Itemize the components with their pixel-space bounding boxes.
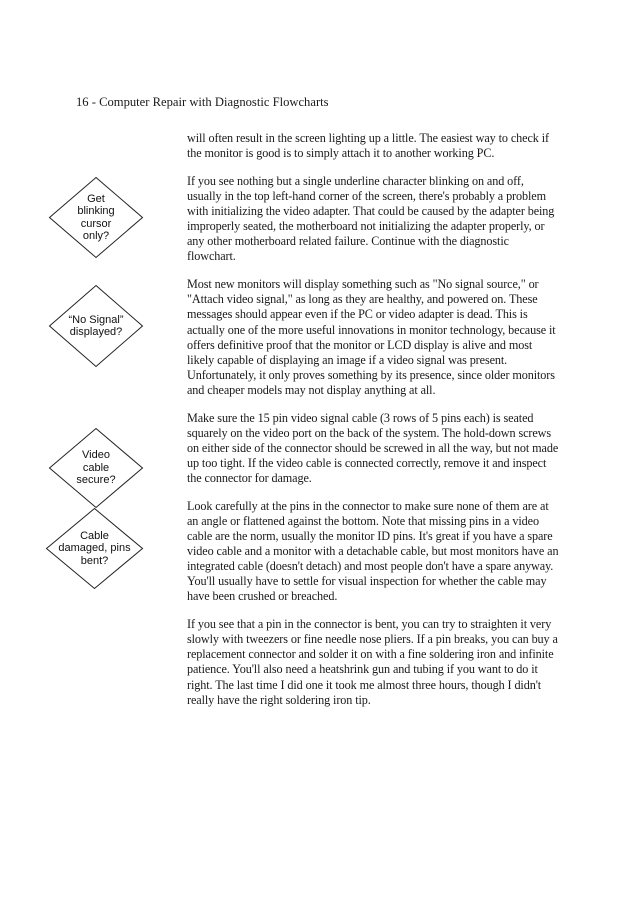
paragraph: will often result in the screen lighting up a little. The easiest way to check if the monitor is good is to simply attach it to another working PC.: [187, 131, 549, 161]
decision-no-signal: [49, 285, 143, 367]
page-header: 16 - Computer Repair with Diagnostic Flowcharts: [76, 95, 329, 109]
decision-label: “No Signal” displayed?: [68, 313, 124, 338]
paragraph: If you see nothing but a single underline character blinking on and off, usually in the top left-hand corner of the screen, there's probably a problem with initializing the video adapter. That could be caused by the adapter being improperly seated, the motherboard not initializing the adapter properly, or any other motherboard related failure. Continue with the diagnostic flowchart.: [187, 174, 555, 264]
decision-cable-damaged: [46, 508, 143, 589]
paragraph: Most new monitors will display something such as "No signal source," or "Attach video signal," as long as they are healthy, and powered on. These messages should appear even if the PC or video adapter is dead. This is actually one of the more useful innovations in monitor technology, because it offers definitive proof that the monitor or LCD display is alive and most likely capable of displaying an image if a video signal was present. Unfortunately, it only proves something by its presence, since older monitors and cheaper models may not display anything at all.: [187, 277, 556, 397]
decision-label: Cable damaged, pins bent?: [58, 529, 131, 567]
decision-blinking-cursor: [49, 177, 143, 258]
paragraph: If you see that a pin in the connector is bent, you can try to straighten it very slowly with tweezers or fine needle nose pliers. If a pin breaks, you can buy a replacement connector and solder it on with a fine soldering iron and infinite patience. You'll also need a heatshrink gun and tubing if you want to do it right. The last time I did one it took me almost three hours, though I didn't really have the right soldering iron tip.: [187, 617, 558, 707]
decision-label: Video cable secure?: [76, 449, 116, 487]
body-text: [187, 131, 559, 721]
decision-label: Get blinking cursor only?: [77, 192, 115, 242]
paragraph: Look carefully at the pins in the connector to make sure none of them are at an angle or flattened against the bottom. Note that missing pins in a video cable are the norm, usually the monitor ID pins. It's great if you have a spare video cable and a monitor with a detachable cable, but most monitors have an integrated cable (doesn't detach) and most people don't have a spare anyway. You'll usually have to settle for visual inspection for whether the cable may have been crushed or breached.: [187, 498, 559, 604]
paragraph: Make sure the 15 pin video signal cable (3 rows of 5 pins each) is seated squarely on the video port on the back of the system. The hold-down screws on either side of the connector should be screwed in all the way, but not made up too tight. If the video cable is connected correctly, remove it and inspect the connector for damage.: [187, 410, 559, 485]
decision-video-cable: [49, 428, 143, 508]
